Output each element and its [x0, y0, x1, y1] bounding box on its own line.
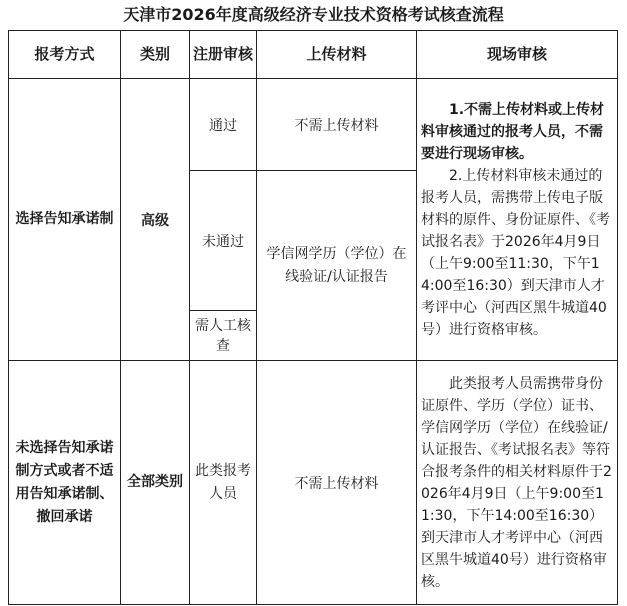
onsite-paragraph: 此类报考人员需携带身份证原件、学历（学位）证书、学信网学历（学位）在线验证/认证报告、《考试报名表》等符合报考条件的相关材料原件于2026年4月9日（上午9:00至11:30，下午14:00至16:30）到天津市人才考评中心（河西区黑牛城道40号）进行资格审核。 — [421, 375, 612, 590]
category-cell: 全部类别 — [121, 361, 190, 605]
onsite-paragraph: 1.不需上传材料或上传材料审核通过的报考人员，不需要进行现场审核。 — [421, 101, 605, 162]
review-cell: 未通过 — [190, 171, 257, 311]
header-row — [9, 31, 618, 79]
method-cell: 选择告知承诺制 — [9, 79, 121, 361]
header-materials: 上传材料 — [257, 31, 417, 79]
materials-cell: 不需上传材料 — [257, 361, 417, 605]
review-cell: 通过 — [190, 79, 257, 171]
review-cell: 此类报考人员 — [190, 361, 257, 605]
header-category: 类别 — [121, 31, 190, 79]
onsite-cell — [417, 361, 618, 605]
category-cell: 高级 — [121, 79, 190, 361]
onsite-cell — [417, 79, 618, 361]
method-cell: 未选择告知承诺制方式或者不适用告知承诺制、撤回承诺 — [9, 361, 121, 605]
onsite-paragraph: 2.上传材料审核未通过的报考人员，需携带上传电子版材料的原件、身份证原件、《考试报名表》于2026年4月9日（上午9:00至11:30，下午14:00至16:30）到天津市人才考评中心（河西区黑牛城道40号）进行资格审核。 — [421, 167, 610, 338]
review-process-table — [8, 30, 618, 605]
materials-cell: 不需上传材料 — [257, 79, 417, 171]
header-onsite: 现场审核 — [417, 31, 618, 79]
materials-cell: 学信网学历（学位）在线验证/认证报告 — [257, 171, 417, 361]
review-cell: 需人工核查 — [190, 311, 257, 361]
header-method: 报考方式 — [9, 31, 121, 79]
page-title: 天津市2026年度高级经济专业技术资格考试核查流程 — [123, 5, 504, 24]
table-row — [9, 79, 618, 171]
table-row — [9, 361, 618, 605]
header-review: 注册审核 — [190, 31, 257, 79]
